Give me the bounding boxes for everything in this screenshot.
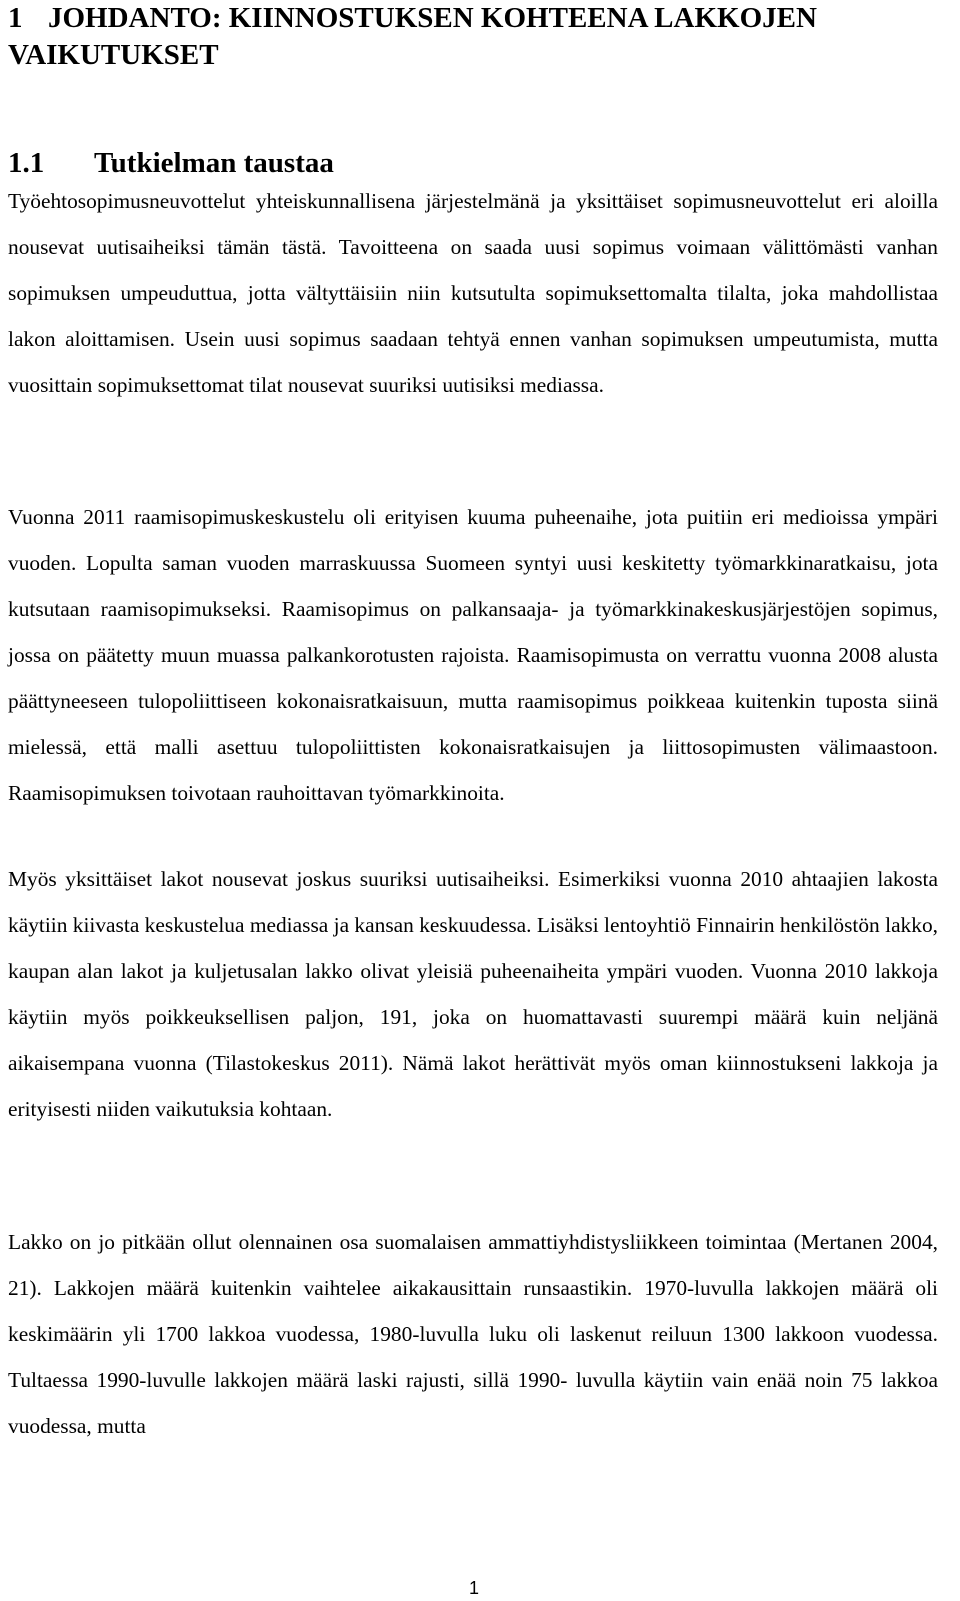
chapter-title: JOHDANTO: KIINNOSTUKSEN KOHTEENA LAKKOJEN VAIKUTUKSET <box>8 2 817 71</box>
section-heading <box>8 146 938 180</box>
section-title: Tutkielman taustaa <box>94 147 334 179</box>
chapter-heading <box>8 0 938 74</box>
chapter-number: 1 <box>8 2 23 34</box>
body-paragraph: Myös yksittäiset lakot nousevat joskus suuriksi uutisaiheiksi. Esimerkiksi vuonna 2010 ahtaajien lakosta käytiin kiivasta keskustelua mediassa ja kansan keskuudessa. Lisäksi lentoyhtiö Finnairin henkilöstön lakko, kaupan alan lakot ja kuljetusalan lakko olivat yleisiä puheenaiheita ympäri vuoden. Vuonna 2010 lakkoja käytiin myös poikkeuksellisen paljon, 191, joka on huomattavasti suurempi määrä kuin neljänä aikaisempana vuonna (Tilastokeskus 2011). Nämä lakot herättivät myös oman kiinnostukseni lakkoja ja erityisesti niiden vaikutuksia kohtaan. <box>8 867 938 1121</box>
body-paragraph: Vuonna 2011 raamisopimuskeskustelu oli erityisen kuuma puheenaihe, jota puitiin eri medioissa ympäri vuoden. Lopulta saman vuoden marraskuussa Suomeen syntyi uusi keskitetty työmarkkinaratkaisu, jota kutsutaan raamisopimukseksi. Raamisopimus on palkansaaja- ja työmarkkinakeskusjärjestöjen sopimus, jossa on päätetty muun muassa palkankorotusten rajoista. Raamisopimusta on verrattu vuonna 2008 alusta päättyneeseen tulopoliittiseen kokonaisratkaisuun, mutta raamisopimus poikkeaa kuitenkin tuposta siinä mielessä, että malli asettuu tulopoliittisten kokonaisratkaisujen ja liittosopimusten välimaastoon. Raamisopimuksen toivotaan rauhoittavan työmarkkinoita. <box>8 505 938 805</box>
body-paragraph: Työehtosopimusneuvottelut yhteiskunnallisena järjestelmänä ja yksittäiset sopimusneuvottelut eri aloilla nousevat uutisaiheiksi tämän tästä. Tavoitteena on saada uusi sopimus voimaan välittömästi vanhan sopimuksen umpeuduttua, jotta vältyttäisiin niin kutsutulta sopimuksettomalta tilalta, joka mahdollistaa lakon aloittamisen. Usein uusi sopimus saadaan tehtyä ennen vanhan sopimuksen umpeutumista, mutta vuosittain sopimuksettomat tilat nousevat suuriksi uutisiksi mediassa. <box>8 189 938 397</box>
body-paragraph: Lakko on jo pitkään ollut olennainen osa suomalaisen ammattiyhdistysliikkeen toimintaa (Mertanen 2004, 21). Lakkojen määrä kuitenkin vaihtelee aikakausittain runsaastikin. 1970-luvulla lakkojen määrä oli keskimäärin yli 1700 lakkoa vuodessa, 1980-luvulla luku oli laskenut reiluun 1300 lakkoon vuodessa. Tultaessa 1990-luvulle lakkojen määrä laski rajusti, sillä 1990- luvulla käytiin vain enää noin 75 lakkoa vuodessa, mutta <box>8 1230 938 1438</box>
section-number: 1.1 <box>8 147 45 179</box>
page-number: 1 <box>468 1578 479 1598</box>
